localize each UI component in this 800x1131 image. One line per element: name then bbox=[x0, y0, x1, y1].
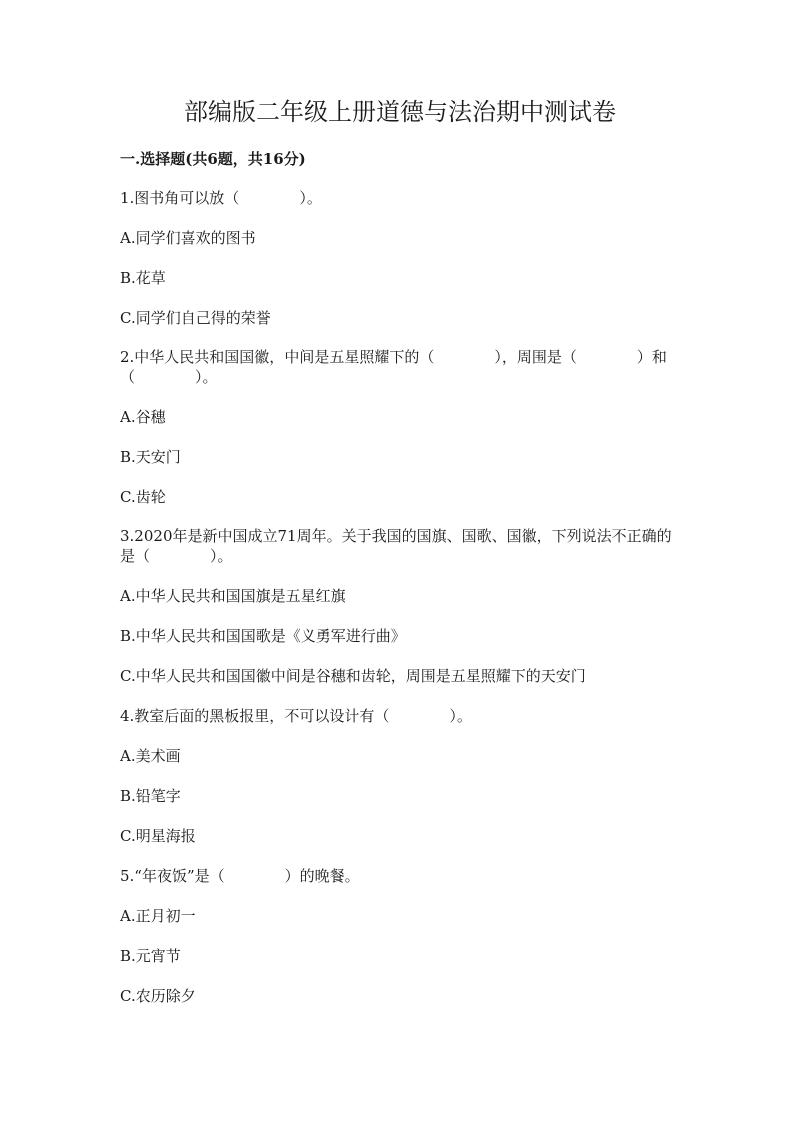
question-5-stem: 5.“年夜饭”是（ ）的晚餐。 bbox=[120, 867, 360, 885]
question-3-option-c: C.中华人民共和国国徽中间是谷穗和齿轮，周围是五星照耀下的天安门 bbox=[120, 667, 586, 685]
question-5-option-a: A.正月初一 bbox=[120, 907, 196, 925]
question-1-option-b: B.花草 bbox=[120, 269, 166, 287]
question-5-option-c: C.农历除夕 bbox=[120, 987, 196, 1005]
question-4-option-c: C.明星海报 bbox=[120, 827, 196, 845]
question-2-stem: 2.中华人民共和国国徽，中间是五星照耀下的（ ），周围是（ ）和（ ）。 bbox=[120, 348, 667, 386]
question-3-option-b: B.中华人民共和国国歌是《义勇军进行曲》 bbox=[120, 627, 406, 645]
question-1-option-a: A.同学们喜欢的图书 bbox=[120, 229, 256, 247]
question-1-stem: 1.图书角可以放（ ）。 bbox=[120, 189, 322, 207]
question-2-option-a: A.谷穗 bbox=[120, 408, 166, 426]
question-3-stem: 3.2020年是新中国成立71周年。关于我国的国旗、国歌、国徽，下列说法不正确的是（ ）。 bbox=[120, 527, 672, 565]
question-1-option-c: C.同学们自己得的荣誉 bbox=[120, 309, 271, 327]
question-2-option-c: C.齿轮 bbox=[120, 488, 166, 506]
exam-title: 部编版二年级上册道德与法治期中测试卷 bbox=[184, 98, 616, 126]
question-4-stem: 4.教室后面的黑板报里，不可以设计有（ ）。 bbox=[120, 707, 472, 725]
question-4-option-a: A.美术画 bbox=[120, 747, 181, 765]
question-4-option-b: B.铅笔字 bbox=[120, 787, 181, 805]
question-3-option-a: A.中华人民共和国国旗是五星红旗 bbox=[120, 587, 346, 605]
question-2-option-b: B.天安门 bbox=[120, 448, 181, 466]
question-5-option-b: B.元宵节 bbox=[120, 947, 181, 965]
section-heading-multiple-choice: 一.选择题(共6题，共16分) bbox=[120, 150, 306, 168]
